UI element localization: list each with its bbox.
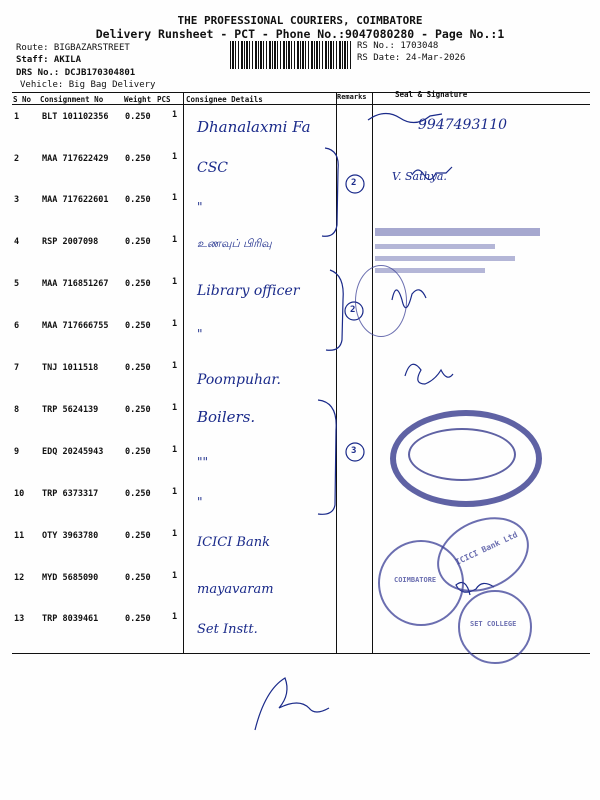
row-weight: 0.250: [125, 237, 151, 247]
row-sno: 8: [14, 405, 20, 415]
company-title: THE PROFESSIONAL COURIERS, COIMBATORE: [177, 14, 423, 27]
row-weight: 0.250: [125, 405, 151, 415]
row-consignment: MAA 717622429: [42, 154, 109, 164]
row-consignee-handwritten: mayavaram: [197, 582, 274, 597]
header-sno: S No: [13, 95, 32, 104]
tamil-office-stamp: [375, 228, 540, 283]
row-pcs: 1: [172, 612, 178, 622]
row-consignment: TRP 8039461: [42, 614, 99, 624]
remark-2: 2: [351, 178, 357, 188]
row-pcs: 1: [172, 193, 178, 203]
row-pcs: 1: [172, 403, 178, 413]
row-consignee-handwritten: Set Instt.: [197, 622, 258, 637]
row-weight: 0.250: [125, 363, 151, 373]
row-weight: 0.250: [125, 489, 151, 499]
college-stamp: [458, 590, 532, 664]
row-sno: 10: [14, 489, 25, 499]
bracket-mark: [326, 270, 343, 350]
row-weight: 0.250: [125, 279, 151, 289]
row-consignee-handwritten: உணவுப் பிரிவு: [197, 237, 272, 250]
row-consignment: MAA 717622601: [42, 195, 109, 205]
row-consignment: MYD 5685090: [42, 573, 99, 583]
row-sno: 13: [14, 614, 25, 624]
row-weight: 0.250: [125, 531, 151, 541]
row-consignee-handwritten: CSC: [197, 160, 229, 176]
boilers-stamp: [390, 410, 542, 507]
row-sno: 6: [14, 321, 20, 331]
row-weight: 0.250: [125, 573, 151, 583]
remark-9: 3: [351, 446, 357, 456]
row-pcs: 1: [172, 277, 178, 287]
signature-7: [405, 364, 453, 384]
phone-note: 9947493110: [418, 117, 508, 133]
staff-label: Staff: AKILA: [16, 55, 82, 65]
header-seal: Seal & Signature: [395, 90, 468, 99]
row-pcs: 1: [172, 152, 178, 162]
row-weight: 0.250: [125, 321, 151, 331]
college-stamp-text: SET COLLEGE: [470, 620, 517, 628]
row-consignment: TRP 5624139: [42, 405, 99, 415]
row-consignee-handwritten: Boilers.: [197, 408, 256, 426]
vehicle-label: Vehicle: Big Bag Delivery: [20, 80, 156, 90]
row-consignment: MAA 717666755: [42, 321, 109, 331]
row-weight: 0.250: [125, 195, 151, 205]
coimbatore-stamp-text: COIMBATORE: [394, 576, 437, 584]
row-weight: 0.250: [125, 447, 151, 457]
footer-signature: [255, 678, 329, 730]
row-consignment: MAA 716851267: [42, 279, 109, 289]
header-pcs: PCS: [157, 95, 171, 104]
row-sno: 1: [14, 112, 20, 122]
row-consignee-handwritten: ": [197, 200, 203, 214]
row-consignee-handwritten: ICICI Bank: [197, 535, 270, 550]
row-consignee-handwritten: "": [197, 455, 209, 469]
row-pcs: 1: [172, 319, 178, 329]
row-consignment: RSP 2007098: [42, 237, 99, 247]
rs-date: RS Date: 24-Mar-2026: [357, 53, 466, 63]
row-pcs: 1: [172, 571, 178, 581]
row-sno: 2: [14, 154, 20, 164]
row-sno: 11: [14, 531, 25, 541]
row-consignment: OTY 3963780: [42, 531, 99, 541]
row-pcs: 1: [172, 110, 178, 120]
header-consignment: Consignment No: [40, 95, 104, 104]
bracket-mark: [322, 148, 338, 236]
drs-label: DRS No.: DCJB170304801: [16, 68, 136, 78]
row-consignee-handwritten: Library officer: [197, 283, 300, 299]
row-sno: 3: [14, 195, 20, 205]
row-consignee-handwritten: Poompuhar.: [197, 372, 281, 388]
row-sno: 5: [14, 279, 20, 289]
icici-stamp-text: ICICI Bank Ltd: [454, 530, 519, 567]
row-consignee-handwritten: Dhanalaxmi Fa: [197, 118, 311, 136]
row-pcs: 1: [172, 487, 178, 497]
row-consignment: TRP 6373317: [42, 489, 99, 499]
signature-name: V. Sathya.: [392, 170, 447, 183]
row-consignment: TNJ 1011518: [42, 363, 99, 373]
row-pcs: 1: [172, 361, 178, 371]
header-consignee: Consignee Details: [186, 95, 263, 104]
header-weight: Weight: [124, 95, 152, 104]
row-consignment: EDQ 20245943: [42, 447, 104, 457]
row-consignee-handwritten: ": [197, 495, 203, 509]
rs-number: RS No.: 1703048: [357, 41, 439, 51]
bracket-mark: [318, 400, 336, 514]
row-weight: 0.250: [125, 614, 151, 624]
row-sno: 4: [14, 237, 20, 247]
header-remarks: Remarks: [337, 93, 367, 101]
row-consignee-handwritten: ": [197, 327, 203, 341]
row-pcs: 1: [172, 529, 178, 539]
remark-5: 2: [350, 305, 356, 315]
row-sno: 9: [14, 447, 20, 457]
row-pcs: 1: [172, 235, 178, 245]
row-consignment: BLT 101102356: [42, 112, 109, 122]
runsheet-subtitle: Delivery Runsheet - PCT - Phone No.:9047080280 - Page No.:1: [95, 27, 505, 41]
route-label: Route: BIGBAZARSTREET: [16, 43, 130, 53]
row-sno: 7: [14, 363, 20, 373]
row-sno: 12: [14, 573, 25, 583]
row-weight: 0.250: [125, 112, 151, 122]
row-pcs: 1: [172, 445, 178, 455]
row-weight: 0.250: [125, 154, 151, 164]
